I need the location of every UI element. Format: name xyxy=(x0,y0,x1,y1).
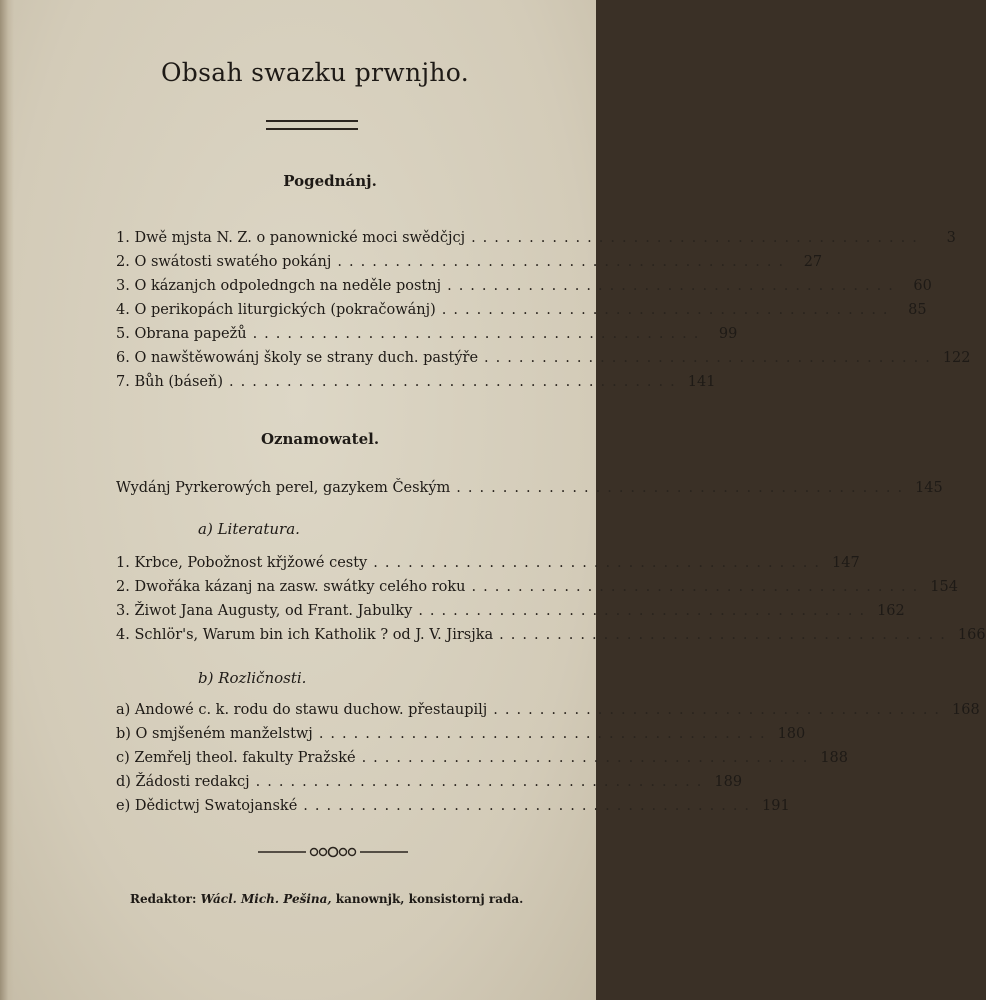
title-rule xyxy=(266,120,358,130)
toc-entry-title: b) O smjšeném manželstwj xyxy=(116,726,313,742)
toc-entry-page: 189 xyxy=(714,774,743,790)
toc-leader: ....................................... xyxy=(318,726,772,742)
toc-entry-page: 27 xyxy=(803,254,823,270)
toc-row[interactable] xyxy=(116,350,971,366)
toc-entry-page: 168 xyxy=(952,702,980,718)
toc-leader: ....................................... xyxy=(499,627,952,643)
section-heading-pogednani: Pogednánj. xyxy=(283,172,377,190)
toc-row[interactable] xyxy=(116,726,806,742)
toc-row[interactable] xyxy=(116,627,986,643)
editor-role: kanownjk, konsistornj rada. xyxy=(335,892,524,906)
page-spine xyxy=(0,0,14,1000)
toc-entry-title: 3. Žiwot Jana Augusty, od Frant. Jabulky xyxy=(116,603,413,619)
toc-entry-page: 99 xyxy=(718,326,738,342)
toc-row[interactable] xyxy=(116,230,956,246)
toc-entry-title: a) Andowé c. k. rodu do stawu duchow. přestaupilj xyxy=(116,702,488,718)
toc-entry-page: 188 xyxy=(820,750,849,766)
toc-entry-title: 5. Obrana papežů xyxy=(116,326,247,342)
toc-row[interactable] xyxy=(116,302,927,318)
subsection-heading-roznicnosti: b) Rozličnosti. xyxy=(198,669,307,687)
subsection-heading-literatura: a) Literatura. xyxy=(198,520,300,538)
toc-row[interactable] xyxy=(116,579,958,595)
toc-entry-title: 4. O perikopách liturgických (pokračowánj) xyxy=(116,302,436,318)
toc-row[interactable] xyxy=(116,702,980,718)
toc-entry-page: 141 xyxy=(687,374,716,390)
toc-entry-title: e) Dědictwj Swatojanské xyxy=(116,798,298,814)
toc-leader: ....................................... xyxy=(337,254,791,270)
section-heading-oznamowatel: Oznamowatel. xyxy=(260,430,380,448)
toc-leader: ....................................... xyxy=(484,350,937,366)
toc-entry-title: 1. Krbce, Pobožnost křjžowé cesty xyxy=(116,555,368,571)
toc-leader: ....................................... xyxy=(471,579,925,595)
toc-entry-title: 2. Dwořáka kázanj na zasw. swátky celého roku xyxy=(116,579,466,595)
toc-row[interactable] xyxy=(116,750,849,766)
toc-entry-page: 122 xyxy=(942,350,971,366)
toc-entry-page: 180 xyxy=(777,726,806,742)
toc-entry-page: 166 xyxy=(957,627,986,643)
toc-leader: ....................................... xyxy=(447,278,900,294)
toc-entry-page: 85 xyxy=(908,302,927,318)
editor-credit xyxy=(130,892,530,906)
editor-name: Wácl. Mich. Pešina, xyxy=(200,892,332,906)
toc-leader: ....................................... xyxy=(255,774,709,790)
toc-entry-title: 6. O nawštěwowánj školy se strany duch. pastýře xyxy=(116,350,479,366)
toc-entry-page: 60 xyxy=(913,278,932,294)
toc-row[interactable] xyxy=(116,798,790,814)
toc-leader: ....................................... xyxy=(303,798,757,814)
toc-leader: ....................................... xyxy=(229,374,682,390)
toc-entry-title: 4. Schlör's, Warum bin ich Katholik ? od J. V. Jirsjka xyxy=(116,627,494,643)
toc-row[interactable] xyxy=(116,254,823,270)
toc-entry-title: 2. O swátosti swatého pokánj xyxy=(116,254,332,270)
toc-row[interactable] xyxy=(116,774,743,790)
toc-row[interactable] xyxy=(116,374,716,390)
toc-entry-title: 1. Dwě mjsta N. Z. o panownické moci swědčjcj xyxy=(116,230,466,246)
toc-entry-page: 3 xyxy=(946,230,956,246)
toc-leader: ....................................... xyxy=(471,230,924,246)
toc-entry-title: Wydánj Pyrkerowých perel, gazykem Českým xyxy=(116,480,451,496)
toc-entry-title: c) Zemřelj theol. fakulty Pražské xyxy=(116,750,356,766)
toc-entry-page: 147 xyxy=(832,555,860,571)
toc-entry-page: 162 xyxy=(877,603,905,619)
toc-row[interactable] xyxy=(116,326,738,342)
toc-leader: ....................................... xyxy=(493,702,947,718)
ornament-divider xyxy=(258,845,408,859)
toc-leader: ....................................... xyxy=(373,555,827,571)
toc-row[interactable] xyxy=(116,480,943,496)
toc-leader: ....................................... xyxy=(252,326,706,342)
page-title: Obsah swazku prwnjho. xyxy=(161,58,469,87)
toc-entry-page: 154 xyxy=(930,579,958,595)
editor-label: Redaktor: xyxy=(130,892,197,906)
toc-entry-page: 145 xyxy=(915,480,943,496)
toc-entry-title: 7. Bůh (báseň) xyxy=(116,374,223,390)
toc-leader: ....................................... xyxy=(361,750,815,766)
toc-row[interactable] xyxy=(116,603,905,619)
toc-entry-page: 191 xyxy=(762,798,790,814)
toc-entry-title: d) Žádosti redakcj xyxy=(116,774,250,790)
toc-leader: ....................................... xyxy=(441,302,895,318)
toc-row[interactable] xyxy=(116,555,860,571)
toc-leader: ....................................... xyxy=(456,480,910,496)
toc-row[interactable] xyxy=(116,278,932,294)
toc-entry-title: 3. O kázanjch odpoledngch na neděle postnj xyxy=(116,278,442,294)
toc-leader: ....................................... xyxy=(418,603,872,619)
